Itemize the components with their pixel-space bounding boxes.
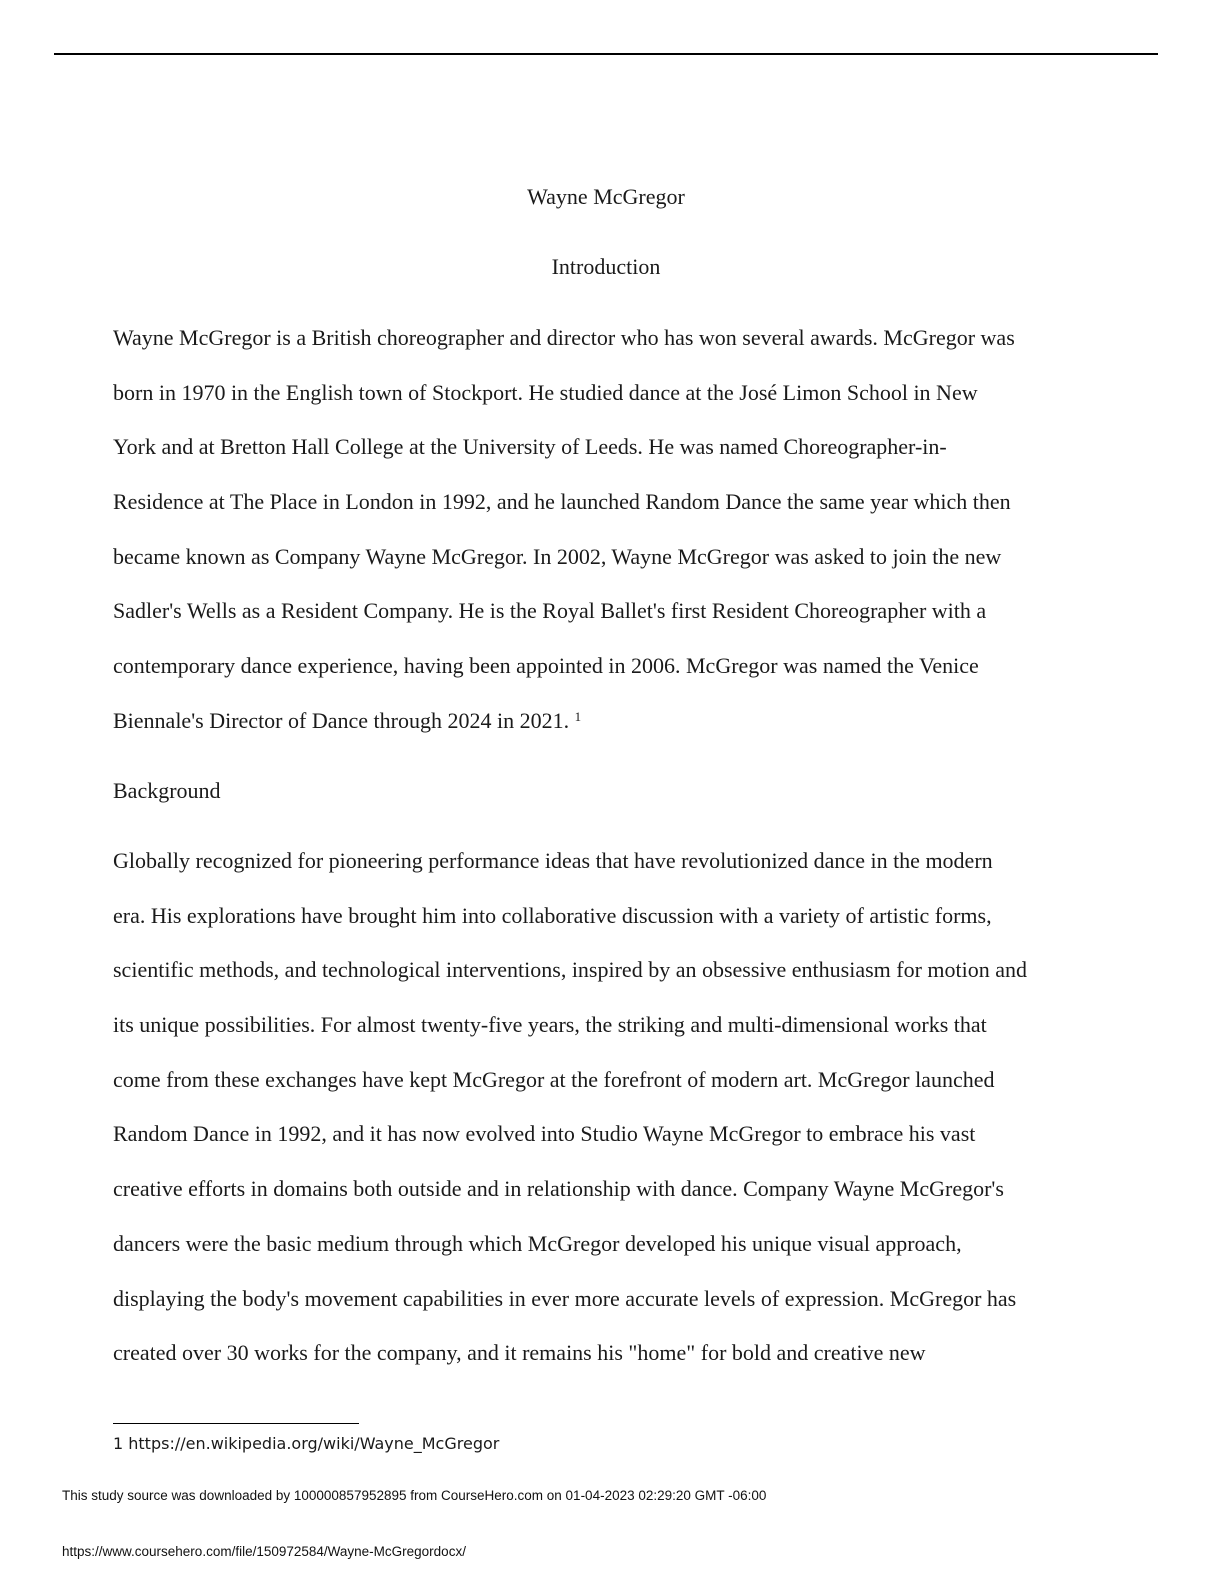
paragraph-line: come from these exchanges have kept McGregor at the forefront of modern art. McGregor launched [113,1066,995,1092]
paragraph-line: created over 30 works for the company, and it remains his "home" for bold and creative new [113,1340,926,1366]
paragraph-line: born in 1970 in the English town of Stockport. He studied dance at the José Limon School in New [113,379,978,405]
paragraph-line: creative efforts in domains both outside and in relationship with dance. Company Wayne McGregor's [113,1176,1004,1202]
paragraph-line: became known as Company Wayne McGregor. In 2002, Wayne McGregor was asked to join the new [113,543,1002,569]
introduction-paragraph [113,324,1015,762]
paragraph-line: contemporary dance experience, having been appointed in 2006. McGregor was named the Venice [113,653,979,679]
footnote-text[interactable]: 1 https://en.wikipedia.org/wiki/Wayne_McGregor [113,1434,500,1453]
background-heading: Background [113,778,221,803]
paragraph-line-text: Biennale's Director of Dance through 2024 in 2021. [113,707,575,733]
download-notice: This study source was downloaded by 100000857952895 from CourseHero.com on 01-04-2023 02:29:20 GMT -06:00 [62,1488,767,1503]
header-rule [54,53,1158,55]
introduction-heading: Introduction [551,254,661,279]
paragraph-line-last [113,707,1015,762]
paragraph-line: Random Dance in 1992, and it has now evolved into Studio Wayne McGregor to embrace his vast [113,1121,976,1147]
paragraph-line: dancers were the basic medium through which McGregor developed his unique visual approach, [113,1230,962,1256]
paragraph-line: Residence at The Place in London in 1992, and he launched Random Dance the same year which then [113,489,1011,515]
paragraph-line: York and at Bretton Hall College at the University of Leeds. He was named Choreographer-in- [113,434,947,460]
footnote-reference[interactable]: 1 [574,708,582,724]
paragraph-line: era. His explorations have brought him into collaborative discussion with a variety of artistic forms, [113,902,992,928]
background-paragraph [113,847,1027,1394]
paragraph-line: Globally recognized for pioneering performance ideas that have revolutionized dance in the modern [113,848,993,873]
document-title: Wayne McGregor [527,184,685,209]
paragraph-line: Wayne McGregor is a British choreographer and director who has won several awards. McGregor was [113,325,1015,350]
source-url-link[interactable]: https://www.coursehero.com/file/150972584/Wayne-McGregordocx/ [62,1544,466,1559]
paragraph-line: displaying the body's movement capabilities in ever more accurate levels of expression. McGregor has [113,1285,1017,1311]
paragraph-line: scientific methods, and technological interventions, inspired by an obsessive enthusiasm for motion and [113,957,1028,983]
paragraph-line: its unique possibilities. For almost twenty-five years, the striking and multi-dimensional works that [113,1012,987,1038]
paragraph-line: Sadler's Wells as a Resident Company. He is the Royal Ballet's first Resident Choreographer with a [113,598,987,624]
footnote-divider [113,1423,359,1424]
